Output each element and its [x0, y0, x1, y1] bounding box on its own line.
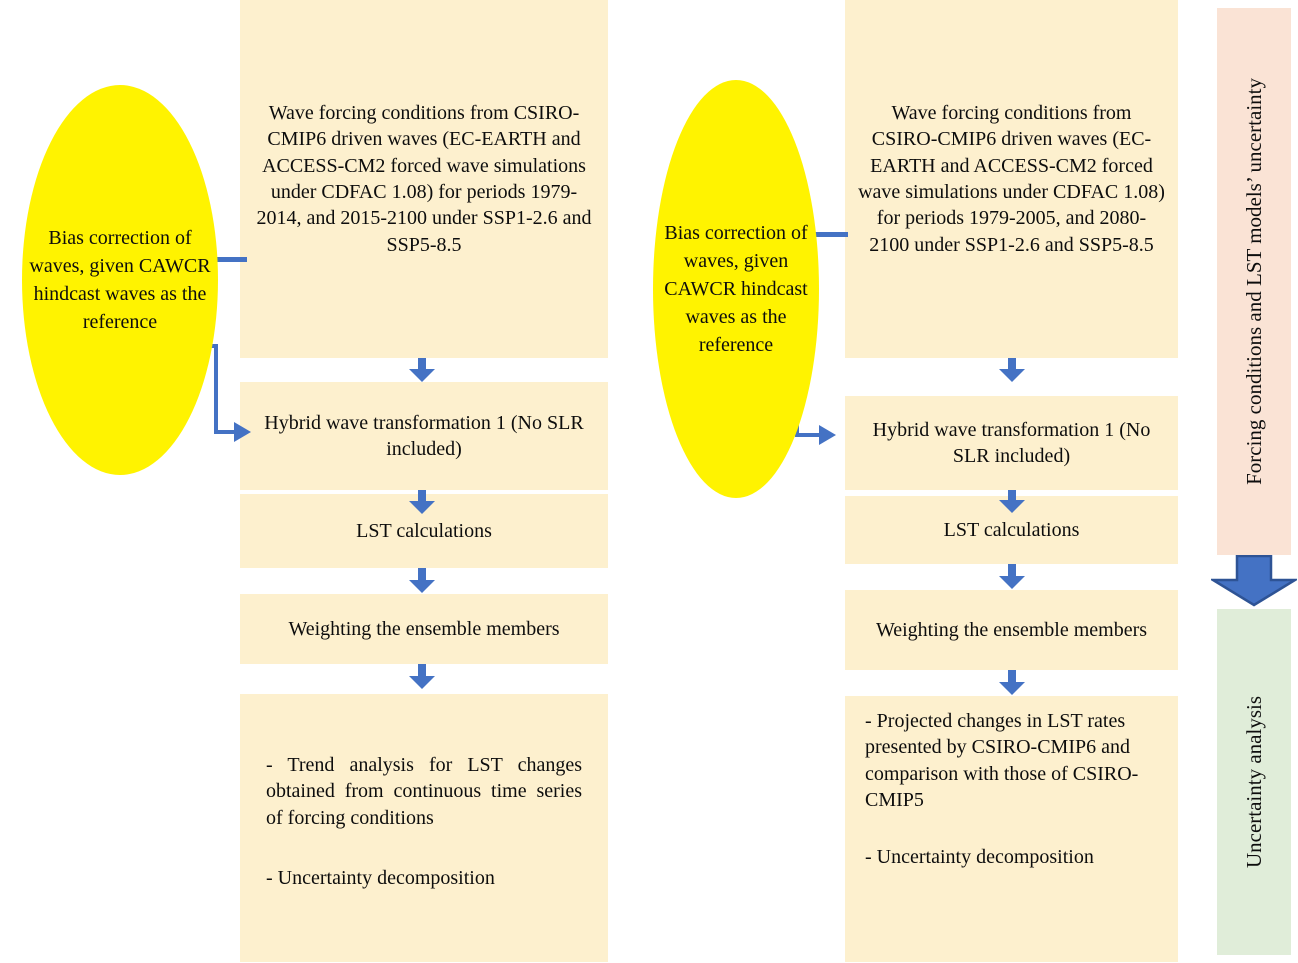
left-results-uncertainty-text: - Uncertainty decomposition	[266, 867, 495, 890]
left-weighting-text: Weighting the ensemble members	[288, 617, 560, 640]
right-hybrid-transformation-box	[845, 396, 1178, 490]
left-lst-calculations-text: LST calculations	[356, 519, 492, 542]
left-weighting-box	[240, 594, 608, 664]
forcing-uncertainty-panel	[1217, 8, 1291, 555]
right-weighting-box	[845, 590, 1178, 670]
right-arrow-lst-to-weighting	[999, 564, 1025, 590]
right-forcing-conditions-box	[845, 0, 1178, 358]
left-forcing-conditions-box	[240, 0, 608, 358]
right-forcing-conditions-text: Wave forcing conditions from CSIRO-CMIP6 driven waves (EC-EARTH and ACCESS-CM2 forced wave simulations under CDFAC 1.08) for periods 1979-2005, and 2080-2100 under SSP1-2.6 and SSP5-8.5	[858, 101, 1165, 256]
right-arrow-transformation-to-lst	[999, 490, 1025, 512]
left-arrow-weighting-to-results	[409, 664, 435, 690]
left-hybrid-transformation-box	[240, 382, 608, 490]
right-results-uncertainty-text: - Uncertainty decomposition	[865, 845, 1094, 868]
left-arrow-lst-to-weighting	[409, 568, 435, 594]
panel-transition-arrow	[1211, 555, 1297, 607]
right-bias-correction-text: Bias correction of waves, given CAWCR hindcast waves as the reference	[664, 222, 808, 356]
left-arrow-forcing-to-transformation	[409, 358, 435, 382]
left-results-trend-text: - Trend analysis for LST changes obtained from continuous time series of forcing conditions	[266, 754, 582, 829]
right-bias-correction-ellipse	[653, 80, 819, 498]
uncertainty-analysis-panel	[1217, 609, 1291, 955]
right-lst-calculations-text: LST calculations	[943, 518, 1080, 541]
left-results-box	[240, 694, 608, 962]
right-arrow-weighting-to-results	[999, 670, 1025, 696]
forcing-uncertainty-label: Forcing conditions and LST models’ uncertainty	[1241, 78, 1266, 485]
right-results-box	[845, 696, 1178, 962]
right-weighting-text: Weighting the ensemble members	[875, 618, 1148, 641]
left-forcing-conditions-text: Wave forcing conditions from CSIRO-CMIP6 driven waves (EC-EARTH and ACCESS-CM2 forced wave simulations under CDFAC 1.08) for periods 1979-2014, and 2015-2100 under SSP1-2.6 and SSP5-8.5	[256, 101, 592, 256]
right-hybrid-transformation-text: Hybrid wave transformation 1 (No SLR included)	[872, 418, 1151, 467]
uncertainty-analysis-label: Uncertainty analysis	[1241, 695, 1266, 869]
left-bias-correction-ellipse	[22, 85, 218, 475]
left-arrow-transformation-to-lst	[409, 490, 435, 514]
right-arrow-forcing-to-transformation	[999, 358, 1025, 382]
right-results-projected-text: - Projected changes in LST rates presented by CSIRO-CMIP6 and comparison with those of CSIRO-CMIP5	[865, 710, 1139, 812]
left-hybrid-transformation-text: Hybrid wave transformation 1 (No SLR included)	[264, 411, 584, 460]
left-bias-correction-text: Bias correction of waves, given CAWCR hindcast waves as the reference	[29, 227, 211, 333]
